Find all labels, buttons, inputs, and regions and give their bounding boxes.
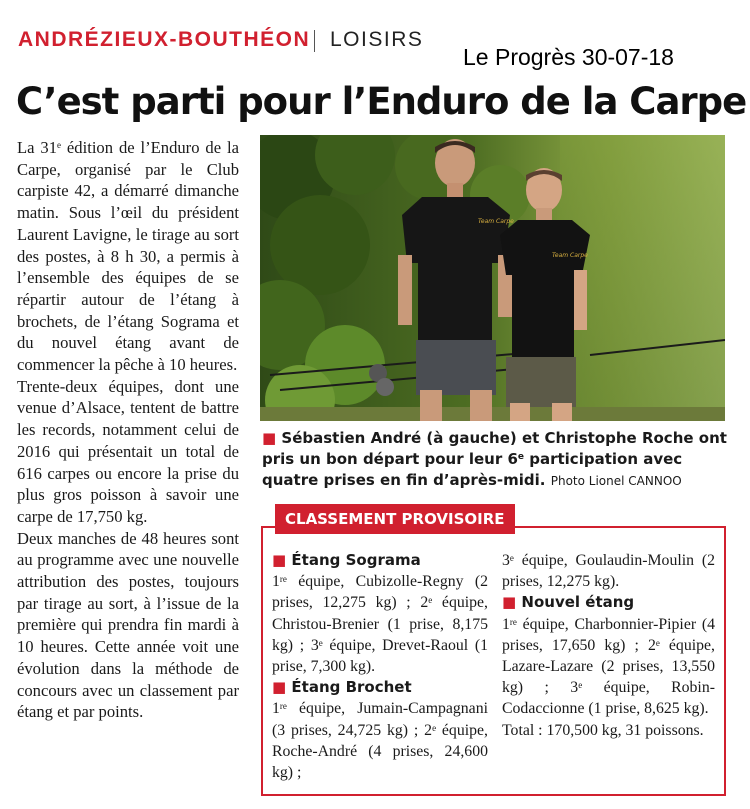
classement-column-2 <box>502 550 715 741</box>
brochet-team-2: équipe, Roche-André (4 prises, 24,600 kg) ; <box>272 721 488 782</box>
nouvel-marker: ■ <box>502 593 517 612</box>
caption-marker: ■ <box>262 429 277 447</box>
photo-credit: Photo Lionel CANNOO <box>550 474 682 488</box>
caption-text-end: participation avec quatre prises en fin d’après-midi. <box>262 450 683 489</box>
sograma-rank-2: 2 <box>420 594 429 612</box>
caption-text: Sébastien André (à gauche) et Christophe Roche ont pris un bon départ pour leur 6 <box>262 429 727 468</box>
brochet-rank-3-sup: e <box>509 553 514 563</box>
shirt-logo-left: Team Carpe <box>478 218 514 225</box>
nouvel-team-3: équipe, Robin-Codaccionne (1 prise, 8,625 kg). <box>502 679 715 718</box>
brochet-marker: ■ <box>272 678 287 697</box>
brochet-results-part1 <box>272 698 488 783</box>
classement-column-1 <box>272 550 488 783</box>
nouvel-results <box>502 614 715 720</box>
etang-nouvel-heading <box>502 592 715 613</box>
nouvel-rank-1-sup: re <box>509 616 517 627</box>
sograma-team-3: équipe, Drevet-Raoul (1 prise, 7,300 kg). <box>272 636 488 676</box>
photo-illustration <box>260 135 725 421</box>
p1-start: La 31 <box>17 138 58 157</box>
article-paragraph-3: Deux manches de 48 heures sont au programme avec une nouvelle attribution des postes, toujours par tirage au sort, à l’issue de la première qui prendra fin mardi à 10 heures. Cette année voit une évolution dans la méthode de concours avec un classement par étang et par points. <box>17 528 239 722</box>
kicker-town: ANDRÉZIEUX-BOUTHÉON <box>18 28 311 51</box>
photo-caption <box>262 428 727 492</box>
article-photo <box>260 135 725 421</box>
nouvel-rank-1: 1 <box>502 615 510 633</box>
sograma-rank-1-sup: re <box>279 574 287 585</box>
article-paragraph-1 <box>17 137 239 376</box>
article-paragraph-2: Trente-deux équipes, dont une venue d’Alsace, tentent de battre les records, notamment celui de 2016 qui présentait un total de 616 carpes ou encore la prise du plus gros poisson à savoir une carpe de 17,750 kg. <box>17 376 239 526</box>
p1-superscript: e <box>57 140 62 150</box>
nouvel-team-2: équipe, Lazare-Lazare (2 prises, 13,550 kg) ; <box>502 636 715 697</box>
brochet-rank-2: 2 <box>424 721 433 739</box>
sograma-rank-1: 1 <box>272 573 280 591</box>
sograma-team-1: équipe, Cubizolle-Regny (2 prises, 12,275 kg) ; <box>272 573 488 612</box>
nouvel-rank-2: 2 <box>647 636 656 654</box>
article-body <box>17 137 239 723</box>
etang-brochet-heading <box>272 677 488 698</box>
nouvel-rank-2-sup: e <box>655 637 660 648</box>
headline: C’est parti pour l’Enduro de la Carpe <box>16 80 747 123</box>
sograma-rank-3: 3 <box>310 636 319 654</box>
kicker-section: LOISIRS <box>330 28 424 51</box>
p1-rest: édition de l’Enduro de la Carpe, organisé par le Club carpiste 42, a démarré dimanche matin. Sous l’œil du président Laurent Lavigne, le tirage au sort des postes, à 8 h 30, a permis à l’ensemble des équipes de se répartir autour de l’étang à brochets, de l’étang Sograma et du nouvel étang avant de commencer la pêche à 10 heures. <box>17 138 239 375</box>
nouvel-team-1: équipe, Charbonnier-Pipier (4 prises, 17,650 kg) ; <box>502 615 715 654</box>
kicker-divider <box>314 30 315 52</box>
sograma-team-2: équipe, Christou-Brenier (1 prise, 8,175 kg) ; <box>272 594 488 654</box>
caption-superscript: e <box>517 452 525 462</box>
classement-title: CLASSEMENT PROVISOIRE <box>275 504 515 534</box>
source-annotation: Le Progrès 30-07-18 <box>463 44 674 70</box>
sograma-marker: ■ <box>272 551 287 569</box>
brochet-results-part2 <box>502 550 715 592</box>
classement-total: Total : 170,500 kg, 31 poissons. <box>502 721 704 739</box>
etang-sograma-heading <box>272 550 488 571</box>
nouvel-rank-3-sup: e <box>578 680 583 691</box>
nouvel-title: Nouvel étang <box>521 593 635 612</box>
sograma-rank-2-sup: e <box>428 595 433 606</box>
brochet-rank-3: 3 <box>502 552 510 569</box>
shirt-logo-right: Team Carpe <box>552 252 588 259</box>
brochet-rank-1-sup: re <box>279 701 287 712</box>
brochet-rank-2-sup: e <box>432 722 437 733</box>
sograma-results <box>272 571 488 677</box>
brochet-rank-1: 1 <box>272 700 280 718</box>
brochet-team-3: équipe, Goulaudin-Moulin (2 prises, 12,275 kg). <box>502 552 715 591</box>
sograma-title: Étang Sograma <box>291 551 421 569</box>
sograma-rank-3-sup: e <box>318 637 323 648</box>
brochet-title: Étang Brochet <box>291 678 412 697</box>
nouvel-rank-3: 3 <box>570 679 579 697</box>
brochet-team-1: équipe, Jumain-Campagnani (3 prises, 24,725 kg) ; <box>272 700 488 739</box>
